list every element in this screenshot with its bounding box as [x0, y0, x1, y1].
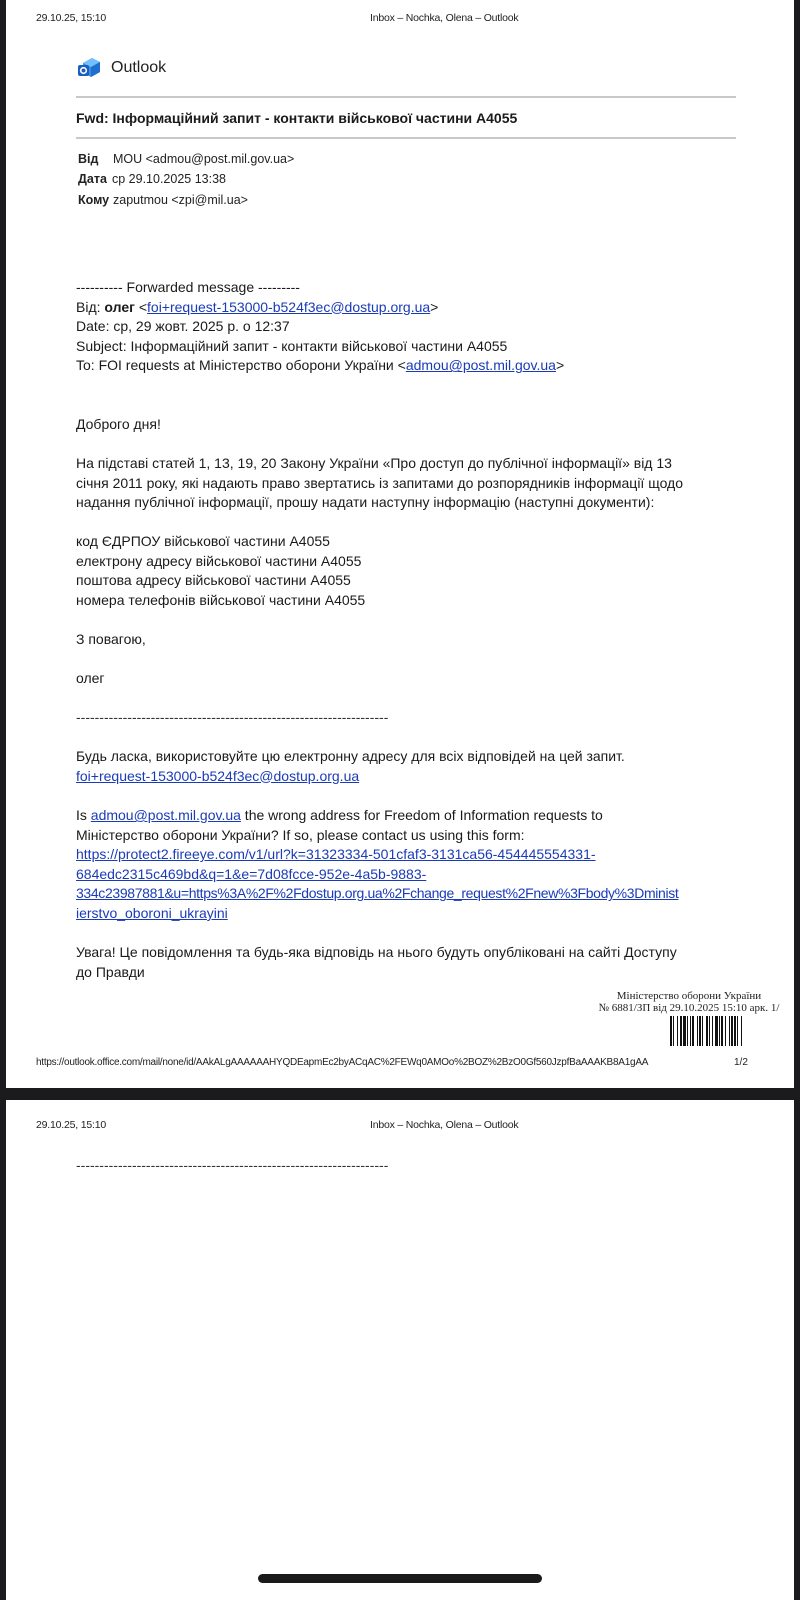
paragraph-line: надання публічної інформації, прошу надати наступну інформацію (наступні документи):: [76, 494, 655, 511]
from-value: MOU <admou@post.mil.gov.ua>: [113, 152, 295, 166]
forwarded-from-close: >: [430, 298, 439, 315]
from-label: Від: [78, 152, 99, 166]
request-item: електрону адресу військової частини А4055: [76, 552, 362, 569]
wrong-address-line-2: Міністерство оборони України? If so, please contact us using this form:: [76, 826, 525, 843]
forwarded-subject: Subject: Інформаційний запит - контакти військової частини А4055: [76, 337, 508, 354]
forwarded-separator: ---------- Forwarded message ---------: [76, 279, 300, 295]
print-header-title: Inbox – Nochka, Olena – Outlook: [370, 1119, 519, 1131]
reply-text: Будь ласка, використовуйте цю електронну адресу для всіх відповідей на цей запит.: [76, 748, 625, 764]
paragraph-line: січня 2011 року, які надають право звертатись із запитами до розпорядників інформації щодо: [76, 474, 684, 491]
change-request-link[interactable]: 684edc2315c469bd&q=1&e=7d08fcce-952e-4a5b-9883-: [76, 865, 427, 882]
forwarded-to-close: >: [555, 357, 565, 374]
outlook-logo-icon: [77, 57, 101, 79]
registration-stamp: [586, 990, 792, 1046]
forwarded-to-email-link[interactable]: admou@post.mil.gov.ua: [405, 357, 556, 374]
forwarded-from: [76, 298, 766, 318]
to-label: Кому: [78, 193, 110, 207]
signature: олег: [76, 670, 105, 686]
barcode-bar: [742, 1016, 744, 1046]
stamp-org: Міністерство оборони України: [616, 990, 762, 1002]
forwarded-header: [76, 278, 766, 376]
date-label: Дата: [78, 172, 107, 186]
closing: З повагою,: [76, 631, 146, 647]
divider: [76, 137, 736, 139]
barcode-icon: [622, 1016, 792, 1046]
request-item: номера телефонів військової частини А4055: [76, 591, 366, 608]
forwarded-to: [76, 356, 766, 376]
wrong-prefix: Is: [76, 807, 91, 823]
request-item: поштова адресу військової частини А4055: [76, 572, 351, 589]
meta-from: [78, 152, 294, 166]
print-page-1: [6, 0, 794, 1088]
outlook-brand: [77, 57, 166, 79]
change-request-link[interactable]: ierstvo_oboroni_ukrayini: [76, 904, 228, 921]
wrong-suffix: the wrong address for Freedom of Information requests to: [240, 807, 603, 823]
reply-email-link[interactable]: foi+request-153000-b524f3ec@dostup.org.ua: [76, 767, 360, 784]
print-header-title: Inbox – Nochka, Olena – Outlook: [370, 12, 519, 24]
wrong-email-link[interactable]: admou@post.mil.gov.ua: [90, 807, 241, 823]
wrong-address-notice: [76, 806, 766, 924]
request-paragraph: [76, 454, 766, 513]
greeting: Доброго дня!: [76, 416, 161, 432]
print-footer-url: https://outlook.office.com/mail/none/id/AAkALgAAAAAAHYQDEapmEc2byACqAC%2FEWq0AMOo%2BOZ%2BzO0Gf560JzpfBaAAAKB8A1gAA: [36, 1057, 649, 1068]
forwarded-from-prefix: Від:: [76, 298, 105, 315]
forwarded-date: Date: ср, 29 жовт. 2025 р. о 12:37: [76, 318, 290, 335]
message-divider: -------------------------------------------------------------------: [76, 709, 389, 725]
home-indicator[interactable]: [258, 1574, 542, 1583]
change-request-link[interactable]: 334c23987881&u=https%3A%2F%2Fdostup.org.ua%2Fchange_request%2Fnew%3Fbody%3Dminist: [76, 885, 679, 902]
forwarded-from-email-link[interactable]: foi+request-153000-b524f3ec@dostup.org.ua: [147, 298, 431, 315]
publication-warning: [76, 943, 766, 982]
reply-notice: [76, 747, 766, 786]
wrong-address-line: [76, 806, 766, 826]
forwarded-from-open: <: [134, 298, 148, 315]
print-footer-page: 1/2: [734, 1057, 748, 1068]
request-item: код ЄДРПОУ військової частини А4055: [76, 533, 330, 549]
change-request-link[interactable]: https://protect2.fireeye.com/v1/url?k=31323334-501cfaf3-3131ca56-454445554331-: [76, 846, 596, 863]
date-value: ср 29.10.2025 13:38: [112, 172, 226, 186]
email-subject: Fwd: Інформаційний запит - контакти військової частини А4055: [76, 110, 518, 126]
warning-line: до Правди: [76, 963, 145, 980]
to-value: zaputmou <zpi@mil.ua>: [113, 193, 248, 207]
paragraph-line: На підставі статей 1, 13, 19, 20 Закону України «Про доступ до публічної інформації» від 13: [76, 455, 672, 471]
print-page-2: [6, 1100, 794, 1600]
forwarded-to-prefix: To: FOI requests at Міністерство оборони України <: [76, 357, 406, 374]
stamp-reg-number: № 6881/ЗП від 29.10.2025 15:10 арк. 1/: [598, 1002, 780, 1014]
meta-to: [78, 193, 248, 207]
request-items: [76, 532, 766, 610]
app-name: Outlook: [111, 59, 167, 76]
meta-date: [78, 172, 226, 186]
forwarded-from-name: олег: [104, 298, 135, 315]
warning-line: Увага! Це повідомлення та будь-яка відповідь на нього будуть опубліковані на сайті Доступу: [76, 944, 677, 960]
print-header-datetime: 29.10.25, 15:10: [36, 1119, 106, 1131]
print-header-datetime: 29.10.25, 15:10: [36, 12, 106, 24]
divider: [76, 96, 736, 98]
message-divider: -------------------------------------------------------------------: [76, 1157, 389, 1173]
